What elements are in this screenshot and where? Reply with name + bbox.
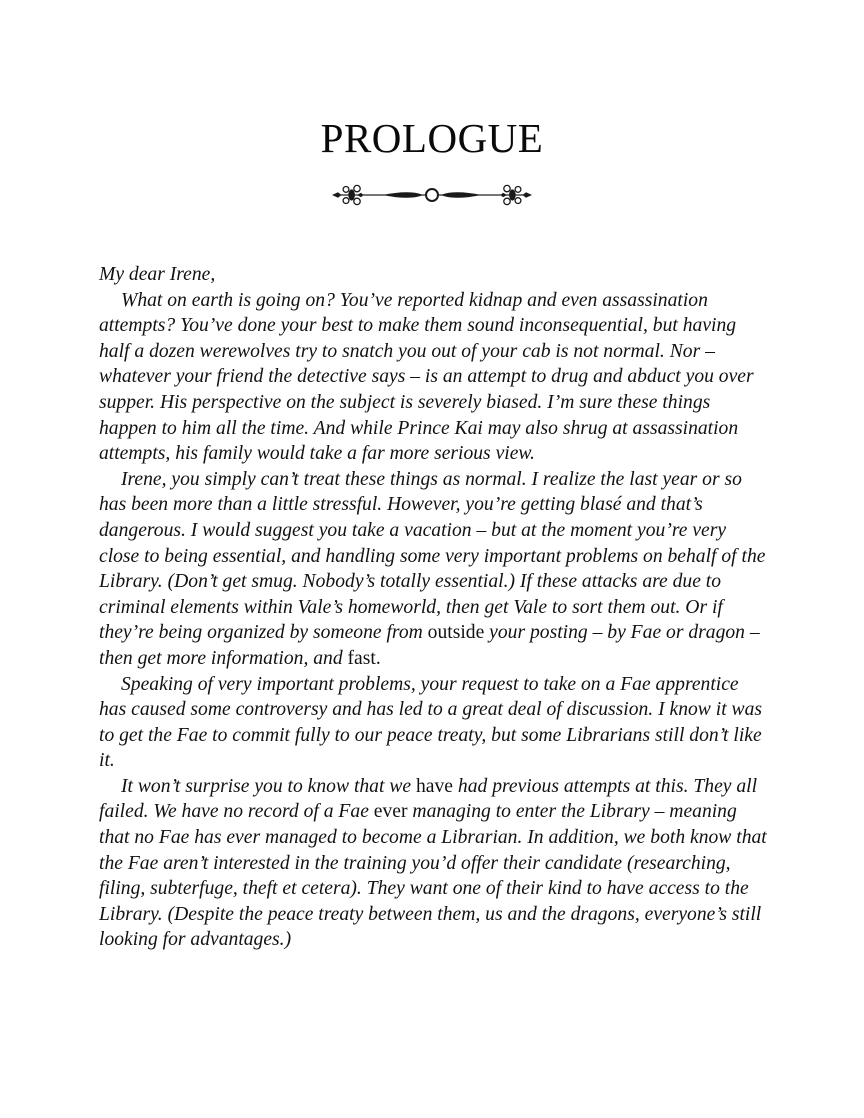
- text-run: outside: [427, 622, 485, 644]
- text-run: managing to enter the Library – meaning that no Fae has ever managed to become a Librarian. In addition, we both know that the Fae aren’t interested in the training you’d offer their candidate (researching, filing, subterfuge, theft et cetera). They want one of their kind to have access to the Library. (Despite the peace treaty between them, us and the dragons, everyone’s still looking for advantages.): [99, 801, 767, 951]
- divider-ornament-icon: [331, 182, 533, 208]
- paragraph: [99, 288, 769, 467]
- paragraph: [99, 467, 769, 672]
- chapter-title: PROLOGUE: [320, 115, 544, 161]
- text-run: have: [416, 775, 453, 797]
- paragraph: [99, 774, 769, 953]
- text-run: My dear Irene,: [99, 264, 216, 285]
- text-run: Irene, you simply can’t treat these things as normal. I realize the last year or so has been more than a little stressful. However, you’re getting blasé and that’s dangerous. I would suggest you take a vacation – but at the moment you’re very close to being essential, and handling some very important problems on behalf of the Library. (Don’t get smug. Nobody’s totally essential.) If these attacks are due to criminal elements within Vale’s homeworld, then get Vale to sort them out. Or if they’re being organized by someone from: [99, 468, 766, 644]
- letter-body: [99, 262, 769, 953]
- ornament-taper-left-icon: [383, 192, 423, 198]
- ornament-taper-right-icon: [442, 192, 482, 198]
- ornament-center-circle-icon: [426, 189, 438, 201]
- text-run: ever: [373, 801, 408, 823]
- text-run: Speaking of very important problems, your request to take on a Fae apprentice has caused some controversy and has led to a great deal of discussion. I know it was to get the Fae to commit fully to our peace treaty, but some Librarians still don’t like it.: [99, 673, 763, 772]
- text-run: fast.: [347, 647, 381, 669]
- paragraph: [99, 262, 769, 288]
- text-run: your posting – by Fae or dragon – then get more information, and: [99, 622, 760, 669]
- text-run: It won’t surprise you to know that we: [121, 775, 416, 797]
- text-run: What on earth is going on? You’ve reported kidnap and even assassination attempts? You’ve done your best to make them sound inconsequential, but having half a dozen werewolves try to snatch you out of your cab is not normal. Nor – whatever your friend the detective says – is an attempt to drug and abduct you over supper. His perspective on the subject is severely biased. I’m sure these things happen to him all the time. And while Prince Kai may also shrug at assassination attempts, his family would take a far more serious view.: [99, 289, 754, 465]
- text-run: had previous attempts at this. They all failed. We have no record of a Fae: [99, 775, 758, 823]
- paragraph: [99, 672, 769, 774]
